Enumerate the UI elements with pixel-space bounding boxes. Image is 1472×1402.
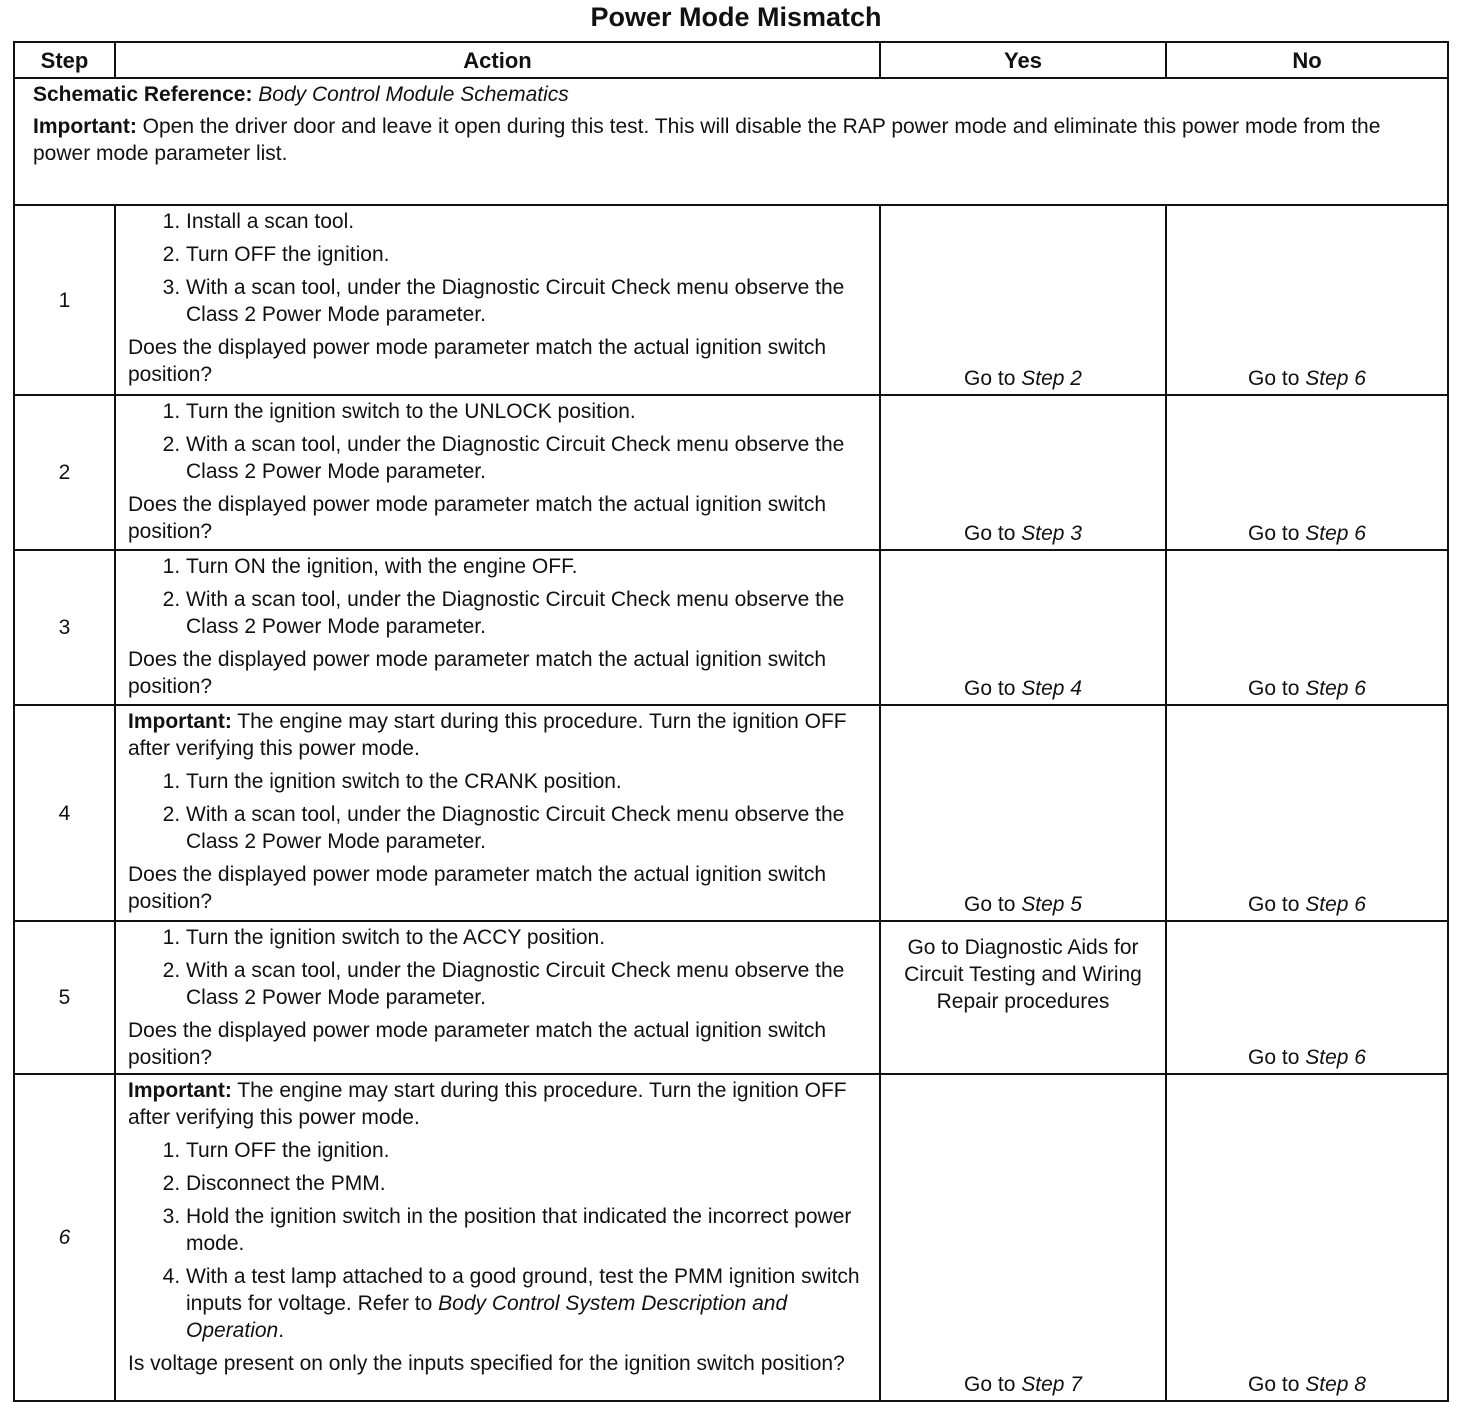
header-yes: Yes <box>880 42 1166 78</box>
yes-cell <box>880 395 1166 550</box>
header-step: Step <box>14 42 115 78</box>
list-item: 2. With a scan tool, under the Diagnostic Circuit Check menu observe the Class 2 Power Mode parameter. <box>186 431 869 485</box>
yes-cell <box>880 921 1166 1074</box>
schematic-value: Body Control Module Schematics <box>258 83 569 106</box>
action-cell <box>115 1074 880 1401</box>
important-label: Important: <box>128 1079 232 1102</box>
no-cell <box>1166 705 1448 921</box>
action-cell <box>115 205 880 395</box>
list-item: 2. Turn OFF the ignition. <box>186 241 869 268</box>
list-item: 3. Hold the ignition switch in the position that indicated the incorrect power mode. <box>186 1203 869 1257</box>
goto-label: Go to <box>1248 367 1300 390</box>
step-row <box>14 921 1448 1074</box>
action-list <box>128 924 869 1011</box>
yes-cell <box>880 1074 1166 1401</box>
diagnostic-table <box>13 41 1449 1402</box>
no-step-link[interactable]: Step 6 <box>1305 893 1366 916</box>
important-text: Open the driver door and leave it open during this test. This will disable the RAP power mode and eliminate this power mode from the power mode parameter list. <box>33 115 1381 165</box>
step-row <box>14 395 1448 550</box>
list-item: 1. Turn the ignition switch to the UNLOCK position. <box>186 398 869 425</box>
list-item: 1. Turn the ignition switch to the CRANK position. <box>186 768 869 795</box>
header-action: Action <box>115 42 880 78</box>
list-item: 1. Turn ON the ignition, with the engine OFF. <box>186 553 869 580</box>
yes-step-link[interactable]: Step 3 <box>1021 522 1082 545</box>
header-no: No <box>1166 42 1448 78</box>
list-item: 1. Turn OFF the ignition. <box>186 1137 869 1164</box>
important-note <box>128 708 869 762</box>
reference-link[interactable]: Body Control System Description and Operation <box>186 1292 788 1342</box>
step-number: 4 <box>14 705 115 921</box>
reference-row <box>14 78 1448 205</box>
goto-label: Go to <box>1248 1046 1300 1069</box>
action-cell <box>115 395 880 550</box>
yes-note-link[interactable]: Go to Diagnostic Aids for Circuit Testing and Wiring Repair procedures <box>904 936 1142 1013</box>
schematic-label: Schematic Reference: <box>33 83 253 106</box>
goto-label: Go to <box>964 1373 1016 1396</box>
goto-label: Go to <box>964 367 1016 390</box>
header-row <box>14 42 1448 78</box>
goto-label: Go to <box>964 893 1016 916</box>
action-list <box>128 208 869 328</box>
important-label: Important: <box>33 115 137 138</box>
goto-label: Go to <box>964 677 1016 700</box>
action-cell <box>115 705 880 921</box>
no-step-link[interactable]: Step 8 <box>1305 1373 1366 1396</box>
step-number: 6 <box>14 1074 115 1401</box>
list-item: 3. With a scan tool, under the Diagnostic Circuit Check menu observe the Class 2 Power Mode parameter. <box>186 274 869 328</box>
page-title: Power Mode Mismatch <box>590 2 882 32</box>
important-text: The engine may start during this procedure. Turn the ignition OFF after verifying this power mode. <box>128 1079 847 1129</box>
important-note <box>33 113 1435 167</box>
question: Does the displayed power mode parameter match the actual ignition switch position? <box>128 648 827 698</box>
goto-label: Go to <box>1248 1373 1300 1396</box>
step-number: 3 <box>14 550 115 705</box>
action-list <box>128 1137 869 1344</box>
no-step-link[interactable]: Step 6 <box>1305 677 1366 700</box>
important-text: The engine may start during this procedure. Turn the ignition OFF after verifying this power mode. <box>128 710 847 760</box>
question: Does the displayed power mode parameter match the actual ignition switch position? <box>128 493 827 543</box>
yes-cell <box>880 705 1166 921</box>
yes-step-link[interactable]: Step 4 <box>1021 677 1082 700</box>
item-end: . <box>278 1319 285 1342</box>
question: Does the displayed power mode parameter match the actual ignition switch position? <box>128 336 827 386</box>
no-step-link[interactable]: Step 6 <box>1305 522 1366 545</box>
step-number: 2 <box>14 395 115 550</box>
question: Does the displayed power mode parameter match the actual ignition switch position? <box>128 863 827 913</box>
yes-step-link[interactable]: Step 5 <box>1021 893 1082 916</box>
list-item: 1. Install a scan tool. <box>186 208 869 235</box>
no-step-link[interactable]: Step 6 <box>1305 367 1366 390</box>
list-item <box>186 1263 869 1344</box>
step-row <box>14 705 1448 921</box>
list-item: 2. Disconnect the PMM. <box>186 1170 869 1197</box>
yes-cell <box>880 550 1166 705</box>
step-row <box>14 1074 1448 1401</box>
no-cell <box>1166 1074 1448 1401</box>
action-list <box>128 398 869 485</box>
action-cell <box>115 921 880 1074</box>
list-item: 2. With a scan tool, under the Diagnostic Circuit Check menu observe the Class 2 Power Mode parameter. <box>186 801 869 855</box>
no-cell <box>1166 395 1448 550</box>
action-cell <box>115 550 880 705</box>
step-row <box>14 205 1448 395</box>
reference-cell <box>14 78 1448 205</box>
goto-label: Go to <box>1248 677 1300 700</box>
yes-cell <box>880 205 1166 395</box>
no-cell <box>1166 550 1448 705</box>
no-cell <box>1166 205 1448 395</box>
action-list <box>128 768 869 855</box>
step-number: 1 <box>14 205 115 395</box>
goto-label: Go to <box>1248 893 1300 916</box>
important-note <box>128 1077 869 1131</box>
no-cell <box>1166 921 1448 1074</box>
list-item: 1. Turn the ignition switch to the ACCY position. <box>186 924 869 951</box>
schematic-reference <box>33 81 1435 108</box>
question: Does the displayed power mode parameter match the actual ignition switch position? <box>128 1019 827 1069</box>
question: Is voltage present on only the inputs specified for the ignition switch position? <box>128 1352 845 1375</box>
step-row <box>14 550 1448 705</box>
important-label: Important: <box>128 710 232 733</box>
action-list <box>128 553 869 640</box>
list-item: 2. With a scan tool, under the Diagnostic Circuit Check menu observe the Class 2 Power Mode parameter. <box>186 957 869 1011</box>
step-number: 5 <box>14 921 115 1074</box>
list-item: 2. With a scan tool, under the Diagnostic Circuit Check menu observe the Class 2 Power Mode parameter. <box>186 586 869 640</box>
goto-label: Go to <box>1248 522 1300 545</box>
yes-step-link[interactable]: Step 2 <box>1021 367 1082 390</box>
yes-step-link[interactable]: Step 7 <box>1021 1373 1082 1396</box>
goto-label: Go to <box>964 522 1016 545</box>
item-text: With a test lamp attached to a good ground, test the PMM ignition switch inputs for voltage. Refer to <box>186 1265 860 1315</box>
no-step-link[interactable]: Step 6 <box>1305 1046 1366 1069</box>
